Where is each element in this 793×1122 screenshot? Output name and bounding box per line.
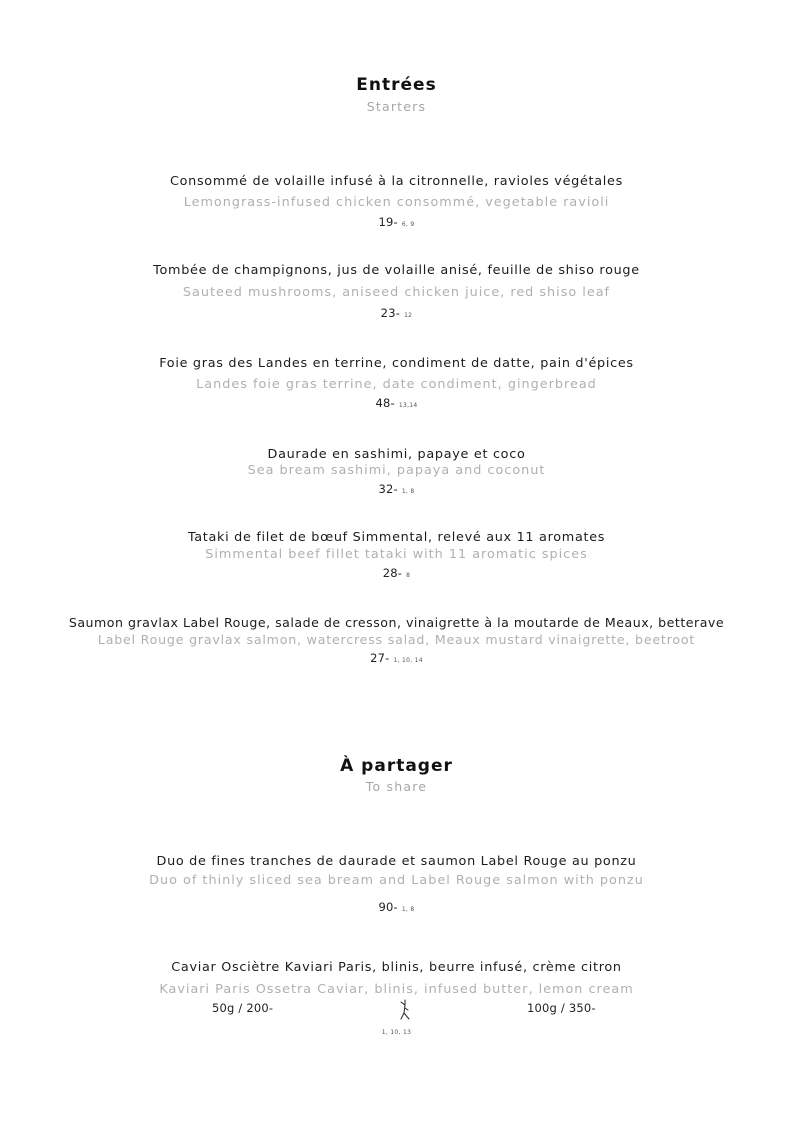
allergen-codes: 1, 8 [401, 906, 415, 913]
dish-name-fr: Tombée de champignons, jus de volaille anisé, feuille de shiso rouge [153, 263, 640, 278]
section-title-starters: Entrées [356, 75, 437, 95]
dish-name-fr: Daurade en sashimi, papaye et coco [267, 447, 526, 462]
dish-name-en: Landes foie gras terrine, date condiment, gingerbread [196, 377, 597, 392]
dish-name-en: Lemongrass-infused chicken consommé, vegetable ravioli [183, 195, 610, 210]
dish-name-fr: Tataki de filet de bœuf Simmental, relevé aux 11 aromates [187, 530, 606, 545]
allergen-codes: 1, 8 [401, 488, 415, 495]
dish-price-line [0, 482, 793, 496]
allergen-codes: 1, 10, 14 [393, 657, 423, 664]
dish-name-fr: Saumon gravlax Label Rouge, salade de cresson, vinaigrette à la moutarde de Meaux, betterave [68, 615, 725, 630]
dish-price-line [0, 396, 793, 410]
caviar-price-large: 100g / 350- [527, 1001, 596, 1015]
dish-price-line [0, 900, 793, 914]
dish-price: 90- [378, 900, 398, 914]
dish-price-line [0, 215, 793, 229]
allergen-codes: 8 [406, 572, 411, 579]
dish-name-fr: Caviar Osciètre Kaviari Paris, blinis, beurre infusé, crème citron [171, 960, 622, 975]
allergen-codes: 1, 10, 13 [381, 1029, 412, 1036]
dish-price-line [0, 651, 793, 665]
allergen-codes: 6, 9 [401, 221, 415, 228]
dish-price: 19- [378, 215, 398, 229]
dish-name-en: Kaviari Paris Ossetra Caviar, blinis, infused butter, lemon cream [159, 982, 634, 997]
section-subtitle-starters: Starters [366, 99, 427, 114]
dish-name-fr: Foie gras des Landes en terrine, condiment de datte, pain d'épices [159, 356, 634, 371]
dish-name-fr: Duo de fines tranches de daurade et saumon Label Rouge au ponzu [156, 854, 637, 869]
dish-name-en: Duo of thinly sliced sea bream and Label Rouge salmon with ponzu [149, 873, 644, 888]
dish-name-fr: Consommé de volaille infusé à la citronnelle, ravioles végétales [169, 174, 624, 189]
allergen-codes: 12 [404, 312, 413, 319]
section-title-sharing: À partager [340, 756, 453, 776]
dish-price: 28- [382, 566, 403, 580]
dish-price: 23- [380, 306, 401, 320]
dish-price: 32- [378, 482, 398, 496]
dish-price: 27- [370, 651, 390, 665]
dish-price: 48- [375, 396, 395, 410]
dish-name-en: Sauteed mushrooms, aniseed chicken juice, red shiso leaf [182, 285, 611, 300]
allergen-codes: 13,14 [398, 402, 418, 409]
caviar-price-small: 50g / 200- [212, 1001, 274, 1015]
section-subtitle-sharing: To share [365, 779, 428, 794]
dish-name-en: Sea bream sashimi, papaya and coconut [247, 463, 546, 478]
fish-figure-icon [397, 999, 413, 1021]
dish-price-line [0, 306, 793, 320]
dish-price-line [0, 566, 793, 580]
dish-name-en: Simmental beef fillet tataki with 11 aromatic spices [205, 547, 588, 562]
dish-name-en: Label Rouge gravlax salmon, watercress salad, Meaux mustard vinaigrette, beetroot [97, 632, 696, 647]
